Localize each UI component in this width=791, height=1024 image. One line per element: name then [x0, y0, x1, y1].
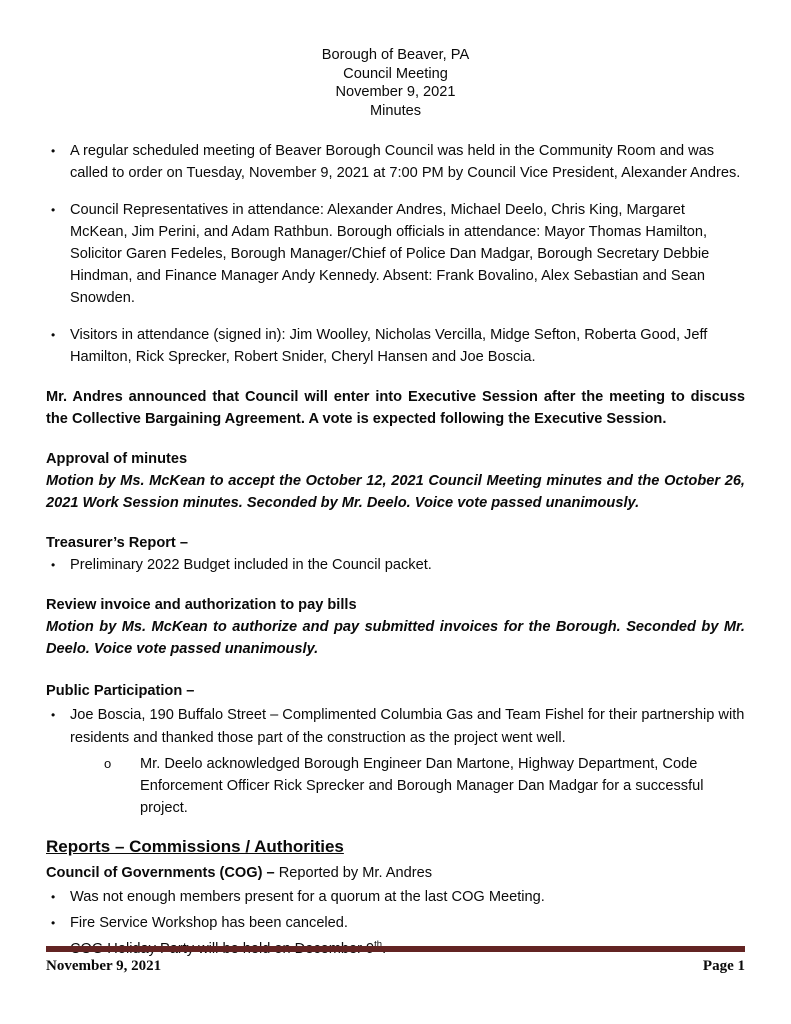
- executive-session-announcement: Mr. Andres announced that Council will enter into Executive Session after the meeting to discuss the Collective Bargaining Agreement. A vote is expected following the Executive Session.: [46, 389, 745, 428]
- title-line-org: Borough of Beaver, PA: [321, 47, 470, 63]
- heading-approval-of-minutes: Approval of minutes: [46, 451, 188, 468]
- bullet-text: Visitors in attendance (signed in): Jim Woolley, Nicholas Vercilla, Midge Sefton, Roberta Good, Jeff Hamilton, Rick Sprecker, Robert Snider, Cheryl Hansen and Joe Boscia.: [70, 327, 708, 366]
- heading-treasurers-report: Treasurer’s Report –: [46, 535, 188, 552]
- subbullet-text: Mr. Deelo acknowledged Borough Engineer Dan Martone, Highway Department, Code Enforcement Officer Rick Sprecker and Borough Manager Dan Madgar for a successful project.: [140, 756, 704, 817]
- footer-date: November 9, 2021: [46, 958, 162, 974]
- bullet-budget: [46, 554, 745, 576]
- page-footer: [46, 946, 745, 977]
- bullet-text: Fire Service Workshop has been canceled.: [70, 915, 348, 932]
- title-line-meeting: Council Meeting: [343, 65, 448, 82]
- bullet-marker: •: [51, 203, 56, 218]
- footer-row: [46, 952, 745, 977]
- heading-review-invoices: Review invoice and authorization to pay bills: [46, 597, 357, 614]
- bullet-marker: •: [51, 890, 56, 905]
- motion-invoices: Motion by Ms. McKean to authorize and pay submitted invoices for the Borough. Seconded by Mr. Deelo. Voice vote passed unanimously.: [46, 619, 745, 658]
- bullet-text: Council Representatives in attendance: Alexander Andres, Michael Deelo, Chris King, Margaret McKean, Jim Perini, and Adam Rathbun. Borough officials in attendance: Mayor Thomas Hamilton, Solicitor Garen Fedeles, Borough Manager/Chief of Police Dan Madgar, Borough Secretary Debbie Hindman, and Finance Manager Andy Kennedy. Absent: Frank Bovalino, Alex Sebastian and Sean Snowden.: [70, 202, 710, 307]
- bullet-representatives: [46, 199, 745, 309]
- cog-reporter: Reported by Mr. Andres: [274, 865, 433, 882]
- sub-bullet-marker: o: [104, 756, 112, 772]
- bullet-fire-workshop: [46, 912, 745, 935]
- heading-reports-commissions-authorities: Reports – Commissions / Authorities: [46, 837, 344, 857]
- cog-reported-line: [46, 862, 745, 884]
- cog-label: Council of Governments (COG) –: [46, 865, 275, 882]
- bullet-marker: •: [51, 916, 56, 931]
- heading-public-participation: Public Participation –: [46, 683, 195, 700]
- bullet-cog-quorum: [46, 886, 745, 909]
- subbullet-deelo-acknowledgement: [46, 753, 745, 819]
- title-line-minutes: Minutes: [369, 102, 422, 119]
- document-title-block: [46, 46, 745, 120]
- bullet-marker: •: [51, 328, 56, 343]
- bullet-meeting-called: [46, 140, 745, 184]
- bullet-marker: •: [51, 144, 56, 159]
- motion-approval: Motion by Ms. McKean to accept the October 12, 2021 Council Meeting minutes and the October 26, 2021 Work Session minutes. Seconded by Mr. Deelo. Voice vote passed unanimously.: [46, 473, 745, 512]
- title-line-date: November 9, 2021: [335, 84, 456, 101]
- bullet-text: Joe Boscia, 190 Buffalo Street – Complimented Columbia Gas and Team Fishel for their partnership with residents and thanked those part of the construction as the project went well.: [70, 707, 745, 747]
- bullet-visitors: [46, 324, 745, 368]
- bullet-marker: •: [51, 558, 56, 573]
- bullet-marker: •: [51, 708, 56, 723]
- bullet-text: Preliminary 2022 Budget included in the Council packet.: [70, 557, 432, 574]
- bullet-text: A regular scheduled meeting of Beaver Borough Council was held in the Community Room and was called to order on Tuesday, November 9, 2021 at 7:00 PM by Council Vice President, Alexander Andres.: [70, 143, 741, 182]
- bullet-joe-boscia: [46, 704, 745, 750]
- bullet-text: Was not enough members present for a quorum at the last COG Meeting.: [70, 889, 545, 906]
- footer-page-number: Page 1: [702, 958, 745, 974]
